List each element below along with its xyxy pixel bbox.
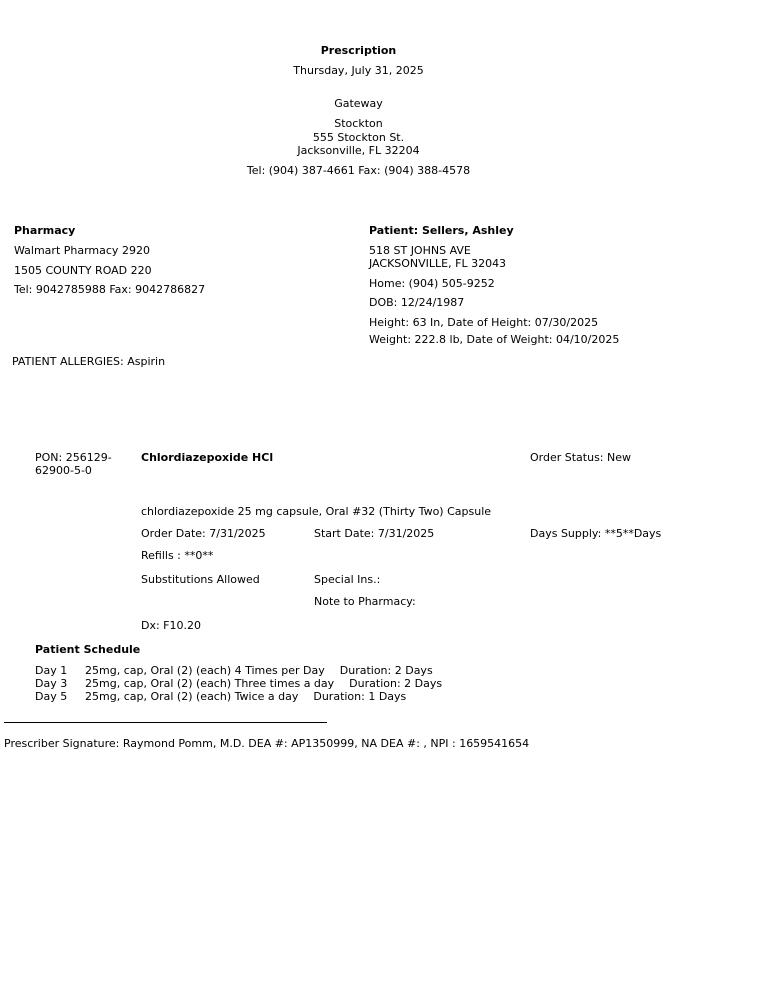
- pharmacy-name: Walmart Pharmacy 2920: [14, 244, 150, 257]
- prescription-date: Thursday, July 31, 2025: [293, 64, 424, 77]
- substitutions: Substitutions Allowed: [141, 573, 260, 586]
- patient-label: Patient:: [369, 224, 422, 237]
- patient-height: Height: 63 In, Date of Height: 07/30/2025: [369, 316, 599, 329]
- schedule-duration: Duration: 1 Days: [313, 690, 407, 703]
- schedule-dose-text: 25mg, cap, Oral (2) (each) 4 Times per Day: [85, 664, 325, 677]
- refills: Refills : **0**: [141, 549, 214, 562]
- schedule-day: Day 1: [35, 664, 68, 677]
- drug-name: Chlordiazepoxide HCl: [141, 451, 274, 464]
- pharmacy-phone: Tel: 9042785988 Fax: 9042786827: [14, 283, 206, 296]
- clinic-address-line2: Jacksonville, FL 32204: [297, 144, 420, 157]
- schedule-dose: [85, 664, 433, 677]
- order-date: Order Date: 7/31/2025: [141, 527, 266, 540]
- patient-home-phone: Home: (904) 505-9252: [369, 277, 495, 290]
- schedule-duration: Duration: 2 Days: [349, 677, 443, 690]
- patient-allergies: PATIENT ALLERGIES: Aspirin: [12, 355, 166, 368]
- clinic-name: Gateway: [334, 97, 383, 110]
- schedule-dose: [85, 690, 406, 703]
- patient-address-line1: 518 ST JOHNS AVE: [369, 244, 471, 257]
- patient-name: Sellers, Ashley: [422, 224, 514, 237]
- schedule-heading: Patient Schedule: [35, 643, 141, 656]
- special-instructions: Special Ins.:: [314, 573, 381, 586]
- schedule-dose: [85, 677, 442, 690]
- schedule-day: Day 5: [35, 690, 68, 703]
- prescriber-signature: Prescriber Signature: Raymond Pomm, M.D. DEA #: AP1350999, NA DEA #: , NPI : 1659541654: [4, 737, 530, 750]
- start-date: Start Date: 7/31/2025: [314, 527, 435, 540]
- patient-dob: DOB: 12/24/1987: [369, 296, 465, 309]
- clinic-phone: Tel: (904) 387-4661 Fax: (904) 388-4578: [246, 164, 471, 177]
- schedule-dose-text: 25mg, cap, Oral (2) (each) Twice a day: [85, 690, 299, 703]
- schedule-dose-text: 25mg, cap, Oral (2) (each) Three times a day: [85, 677, 335, 690]
- pon-line1: PON: 256129-: [35, 451, 112, 464]
- schedule-day: Day 3: [35, 677, 68, 690]
- pharmacy-heading: Pharmacy: [14, 224, 76, 237]
- pon-line2: 62900-5-0: [35, 464, 92, 477]
- page-title: Prescription: [320, 44, 397, 57]
- note-to-pharmacy: Note to Pharmacy:: [314, 595, 416, 608]
- schedule-duration: Duration: 2 Days: [339, 664, 433, 677]
- signature-line: [4, 722, 327, 723]
- clinic-location: Stockton: [334, 117, 383, 130]
- patient-address-line2: JACKSONVILLE, FL 32043: [369, 257, 507, 270]
- drug-description: chlordiazepoxide 25 mg capsule, Oral #32 (Thirty Two) Capsule: [141, 505, 492, 518]
- diagnosis: Dx: F10.20: [141, 619, 202, 632]
- pharmacy-address: 1505 COUNTY ROAD 220: [14, 264, 152, 277]
- days-supply: Days Supply: **5**Days: [530, 527, 662, 540]
- patient-heading: [369, 224, 514, 237]
- patient-weight: Weight: 222.8 lb, Date of Weight: 04/10/2025: [369, 333, 620, 346]
- order-status: Order Status: New: [530, 451, 632, 464]
- clinic-address-line1: 555 Stockton St.: [312, 131, 405, 144]
